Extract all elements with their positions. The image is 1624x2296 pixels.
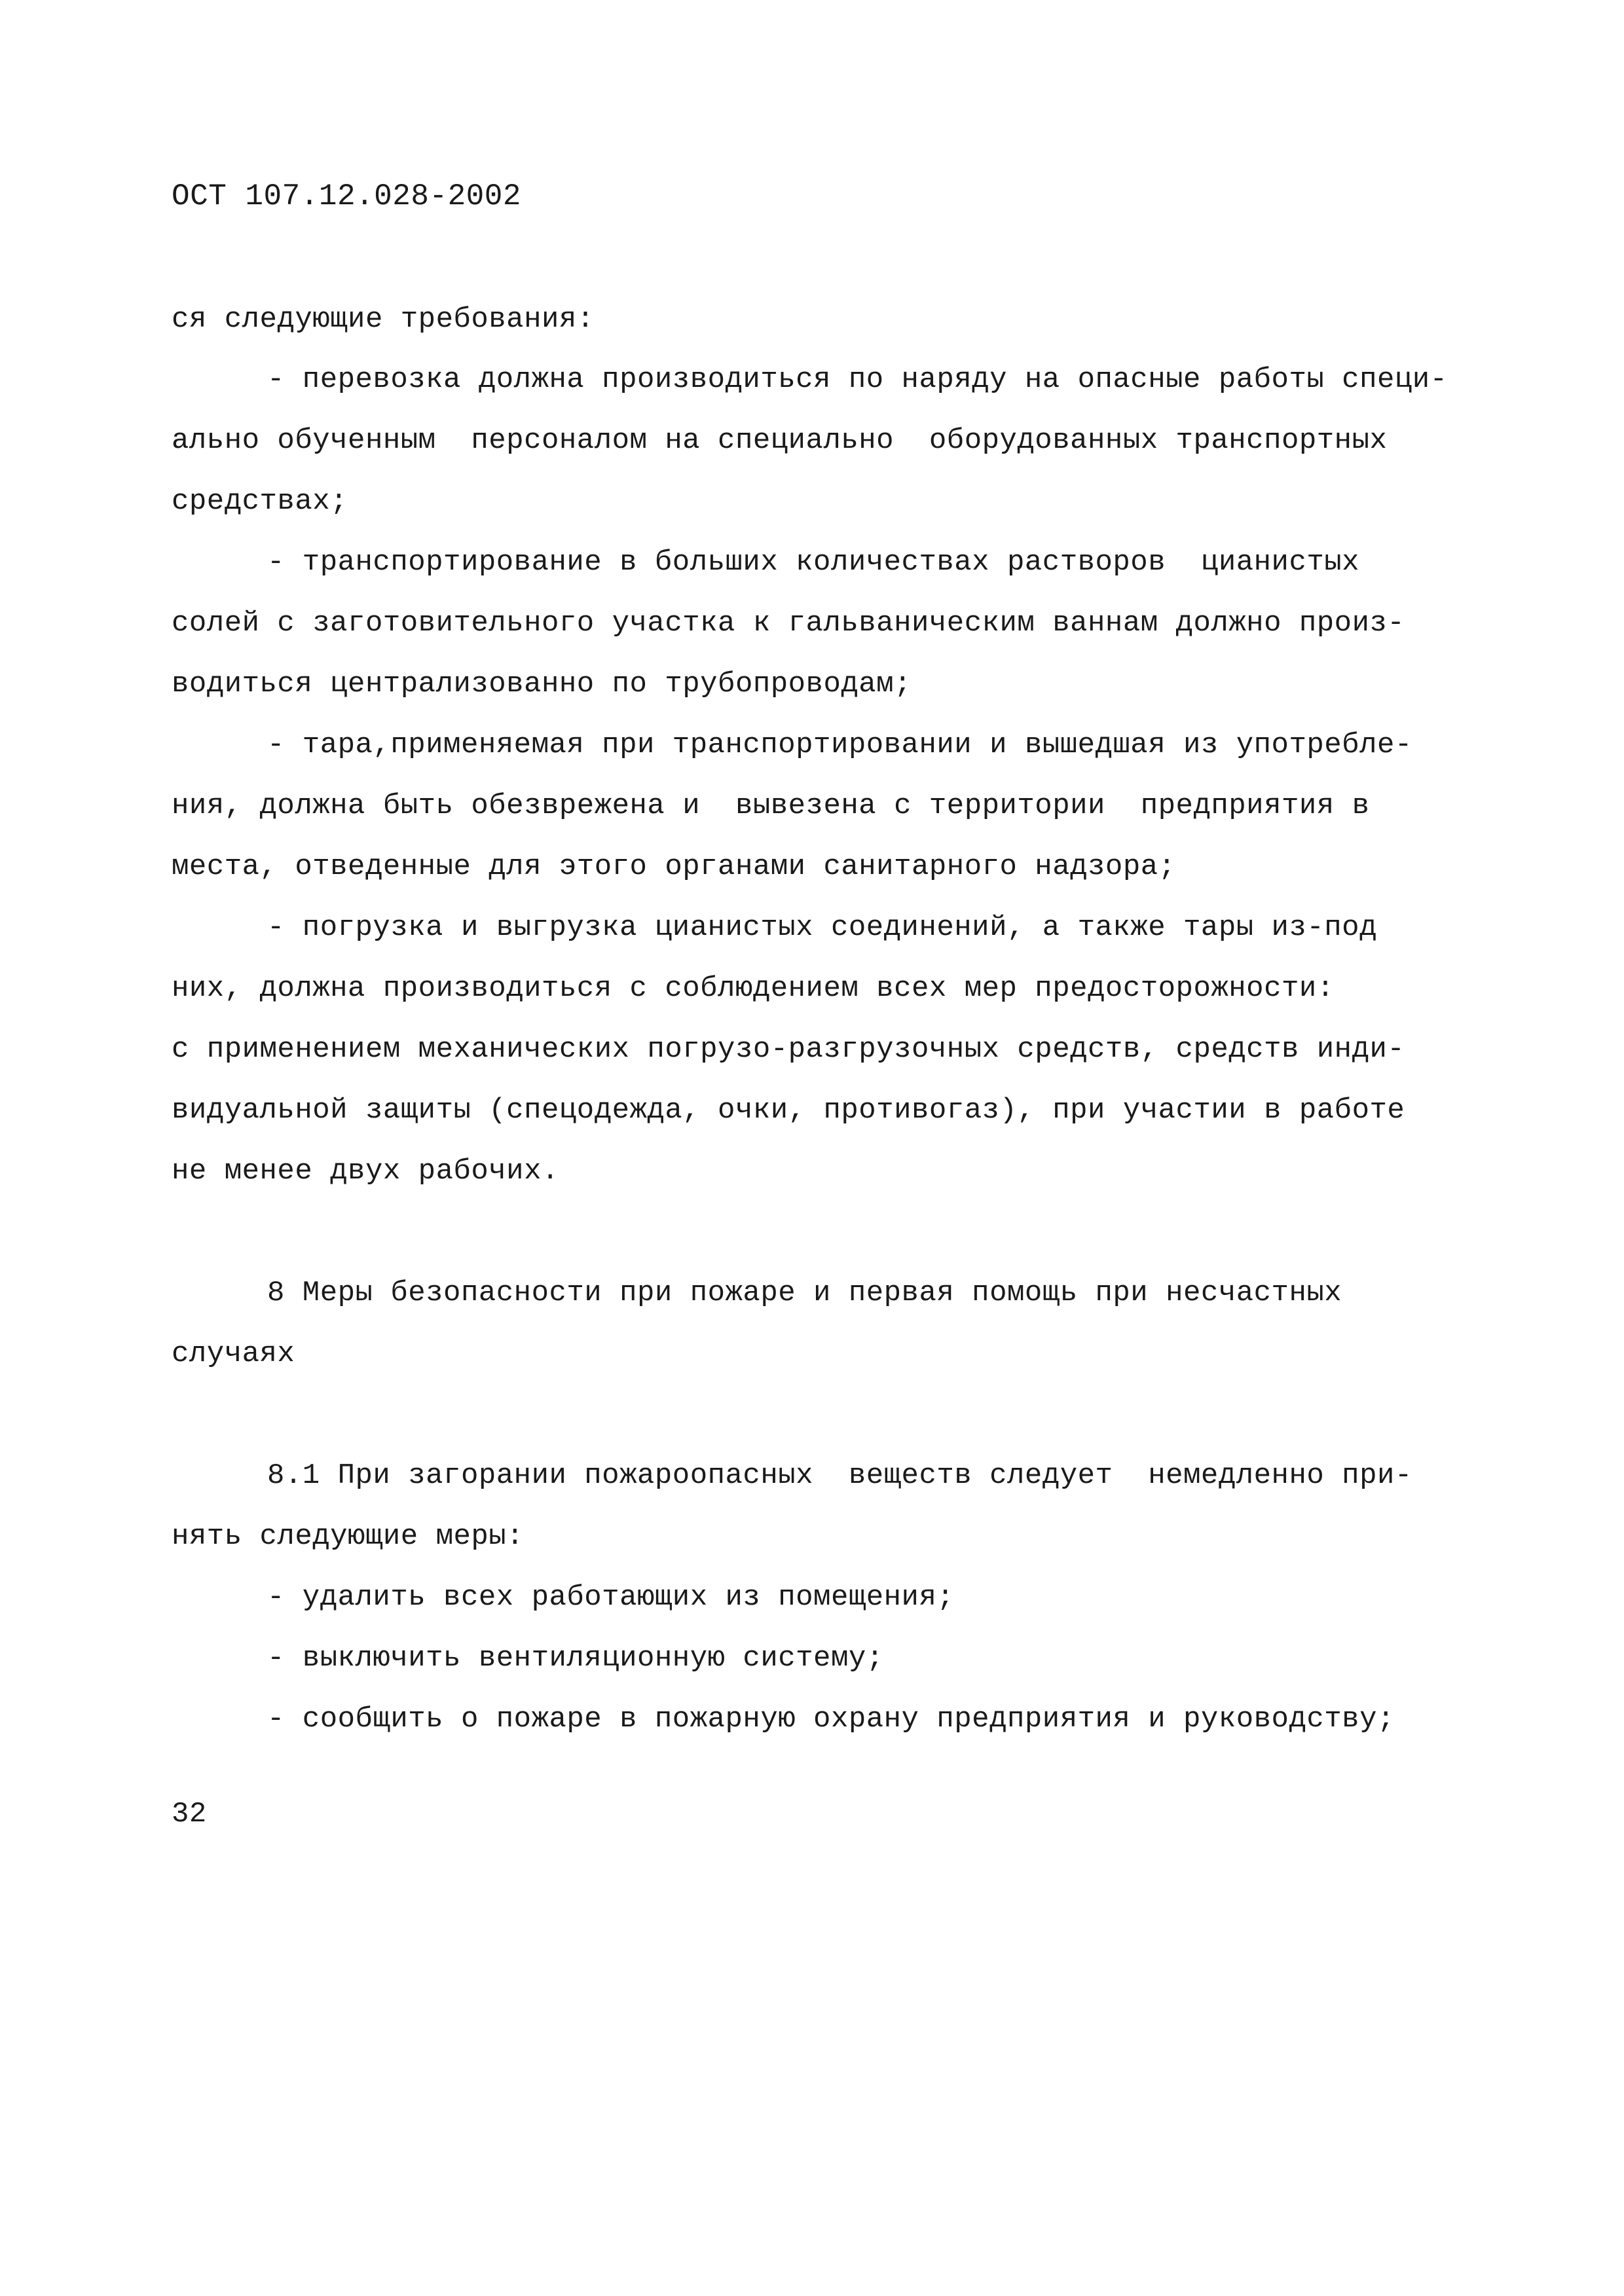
body-line: с применением механических погрузо-разгрузочных средств, средств инди-: [172, 1033, 1405, 1066]
body-line: не менее двух рабочих.: [172, 1155, 559, 1188]
body-line: - перевозка должна производиться по наряду на опасные работы специ-: [267, 363, 1448, 396]
body-line: - тара,применяемая при транспортировании и вышедшая из употребле-: [267, 729, 1412, 761]
list-item: - сообщить о пожаре в пожарную охрану предприятия и руководству;: [267, 1703, 1395, 1736]
body-line: ально обученным персоналом на специально оборудованных транспортных: [172, 424, 1388, 457]
page-number: 32: [172, 1798, 207, 1831]
section-8-heading: 8 Меры безопасности при пожаре и первая помощь при несчастных: [267, 1277, 1342, 1309]
body-line: средствах;: [172, 485, 348, 518]
body-line: - погрузка и выгрузка цианистых соединений, а также тары из-под: [267, 911, 1377, 944]
document-code-header: ОСТ 107.12.028-2002: [172, 179, 521, 213]
paragraph-8-1: 8.1 При загорании пожароопасных веществ следует немедленно при-: [267, 1459, 1412, 1492]
body-line: ся следующие требования:: [172, 303, 595, 336]
list-item: - удалить всех работающих из помещения;: [267, 1581, 955, 1614]
body-line: водиться централизованно по трубопроводам;: [172, 668, 912, 701]
body-line: видуальной защиты (спецодежда, очки, противогаз), при участии в работе: [172, 1094, 1405, 1127]
body-line: них, должна производиться с соблюдением всех мер предосторожности:: [172, 972, 1335, 1005]
paragraph-8-1-cont: нять следующие меры:: [172, 1520, 525, 1553]
list-item: - выключить вентиляционную систему;: [267, 1642, 884, 1675]
body-line: места, отведенные для этого органами санитарного надзора;: [172, 850, 1176, 883]
body-line: солей с заготовительного участка к гальваническим ваннам должно произ-: [172, 607, 1405, 640]
section-8-heading-cont: случаях: [172, 1338, 295, 1370]
body-line: - транспортирование в больших количествах растворов цианистых: [267, 546, 1360, 579]
body-line: ния, должна быть обезврежена и вывезена с территории предприятия в: [172, 790, 1370, 822]
